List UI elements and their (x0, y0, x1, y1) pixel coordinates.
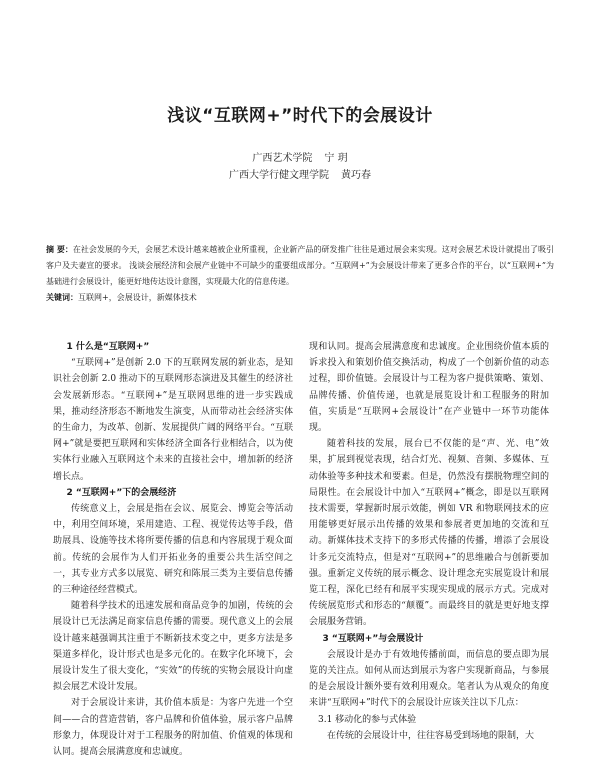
keywords-label: 关键词： (46, 293, 78, 302)
body-column-left (53, 339, 293, 758)
subsection-heading: 3.1 移动化的参与式体验 (318, 714, 417, 725)
section-heading: 3 “互联网+”与会展设计 (322, 633, 424, 644)
body-paragraph: 对于会展设计来讲，其价值本质是：为客户先进一个空间——合的营造营销，客户品牌和价值体验，展示客户品牌形象力，体现设计对于工程服务的附加值、价值观的体现和认同。提高会展满意度和忠诚度。 (53, 698, 293, 758)
section-heading: 1 什么是“互联网+” (66, 342, 150, 352)
body-paragraph: “互联网+”是创新 2.0 下的互联网发展的新业态，是知识社会创新 2.0 推动下的互联网形态演进及其催生的经济社会发展新形态。“互联网+”是互联网思维的进一步实践成果，推动经济形态不断地发生演变，从而带动社会经济实体的生命力，为改革、创新、发展提供广阔的网络平台。“互联网+”就是要把互联网和实体经济全面各行业相结合，以为使实体行业融入互联网这个未来的直接社会中，增加新的经济增长点。 (53, 358, 293, 482)
section-heading: 2 “互联网+”下的会展经济 (66, 487, 177, 498)
paper-title: 浅议“互联网+”时代下的会展设计 (167, 106, 433, 126)
abstract-label: 摘 要： (46, 245, 73, 254)
body-paragraph: 传统意义上，会展是指在会议、展览会、博览会等活动中，利用空间环境，采用建造、工程、视觉传达等手段，借助展具、设施等技术将所要传播的信息和内容展现于观众面前。传统的会展作为人们开拓业务的重要公共生活空间之一，其专业方式多以展览、研究和陈展三类为主要信息传播的三种途径经营模式。 (53, 504, 293, 596)
body-paragraph: 在传统的会展设计中，往往容易受到场地的限制，大 (327, 730, 535, 741)
keywords (46, 290, 554, 306)
author-name: 宁 玥 (324, 153, 348, 164)
keywords-text: 互联网+，会展设计，新媒体技术 (78, 293, 197, 302)
author-affiliation: 广西艺术学院 (252, 153, 313, 164)
author-affiliation: 广西大学行健文理学院 (229, 170, 329, 181)
body-paragraph: 现和认同。提高会展满意度和忠诚度。企业围绕价值本质的诉求投入和策划价值交换活动，构成了一个创新价值的动态过程，即价值链。会展设计与工程为客户提供策略、策划、品牌传播、价值传递，也就是展览设计和工程服务的附加值，实质是“互联网+会展设计”在产业链中一环节功能体现。 (309, 342, 549, 434)
body-paragraph: 随着科学技术的迅速发展和商品竞争的加剧，传统的会展设计已无法满足商家信息传播的需要。现代意义上的会展设计越来越强调其注重于不断新技术变之中，更多方法是多渠道多样化，设计形式也是多元化的。在数字化环境下，会展设计发生了很大变化，“实效”的传统的实物会展设计向虚拟会展艺术设计发展。 (53, 601, 293, 693)
author-name: 黄巧春 (341, 170, 371, 181)
body-paragraph: 随着科技的发展，展台已不仅能的是“声、光、电”效果，扩展到视觉表现，结合灯光、视频、音频、多媒体、互动体验等多种技术和要素。但是，仍然没有摆脱物理空间的局限性。在会展设计中加入“互联网+”概念，即是以互联网技术需要，掌握新时展示效能，例如 VR 和物联网技术的应用能够更好展示出传播的效果和参展者更加地的交流和互动。新媒体技术支持下的多形式传播的传播，增添了会展设计多元交流特点，但是对“互联网+”的思维融合与创新要加强。重新定义传统的展示概念、设计理念充实展览设计和展览工程，深化已经有和展平实现实现成的展示方式。完成对传统展览形式和形态的“颠覆”。而最终目的就是更好地支撑会展服务营销。 (309, 439, 549, 628)
body-paragraph: 会展设计是办于有效地传播前面，而信息的要点即为展览的关注点。如何从而达到展示为客户实现新商品，与参展的是会展设计额外要有效利用观众。笔者认为从观众的角度来讲“互联网+”时代下的会展设计应该关注以下几点： (309, 649, 549, 709)
author-line-1 (0, 150, 600, 167)
abstract-text: 在社会发展的今天，会展艺术设计越来越被企业所重视，企业新产品的研发推广往往是通过展会来实现。这对会展艺术设计就提出了吸引客户及夫妻宣的要求。 浅谈会展经济和会展产业链中不可缺少的重要组成部分。“互联网+”为会展设计带来了更多合作的平台，以“互联网+”为基础进行会展设计，能更好地传达设计意图，实现最大化的信息传递。 (46, 245, 554, 286)
body-column-right (309, 339, 549, 741)
abstract (46, 242, 554, 290)
author-line-2 (0, 167, 600, 184)
author-block (0, 150, 600, 184)
